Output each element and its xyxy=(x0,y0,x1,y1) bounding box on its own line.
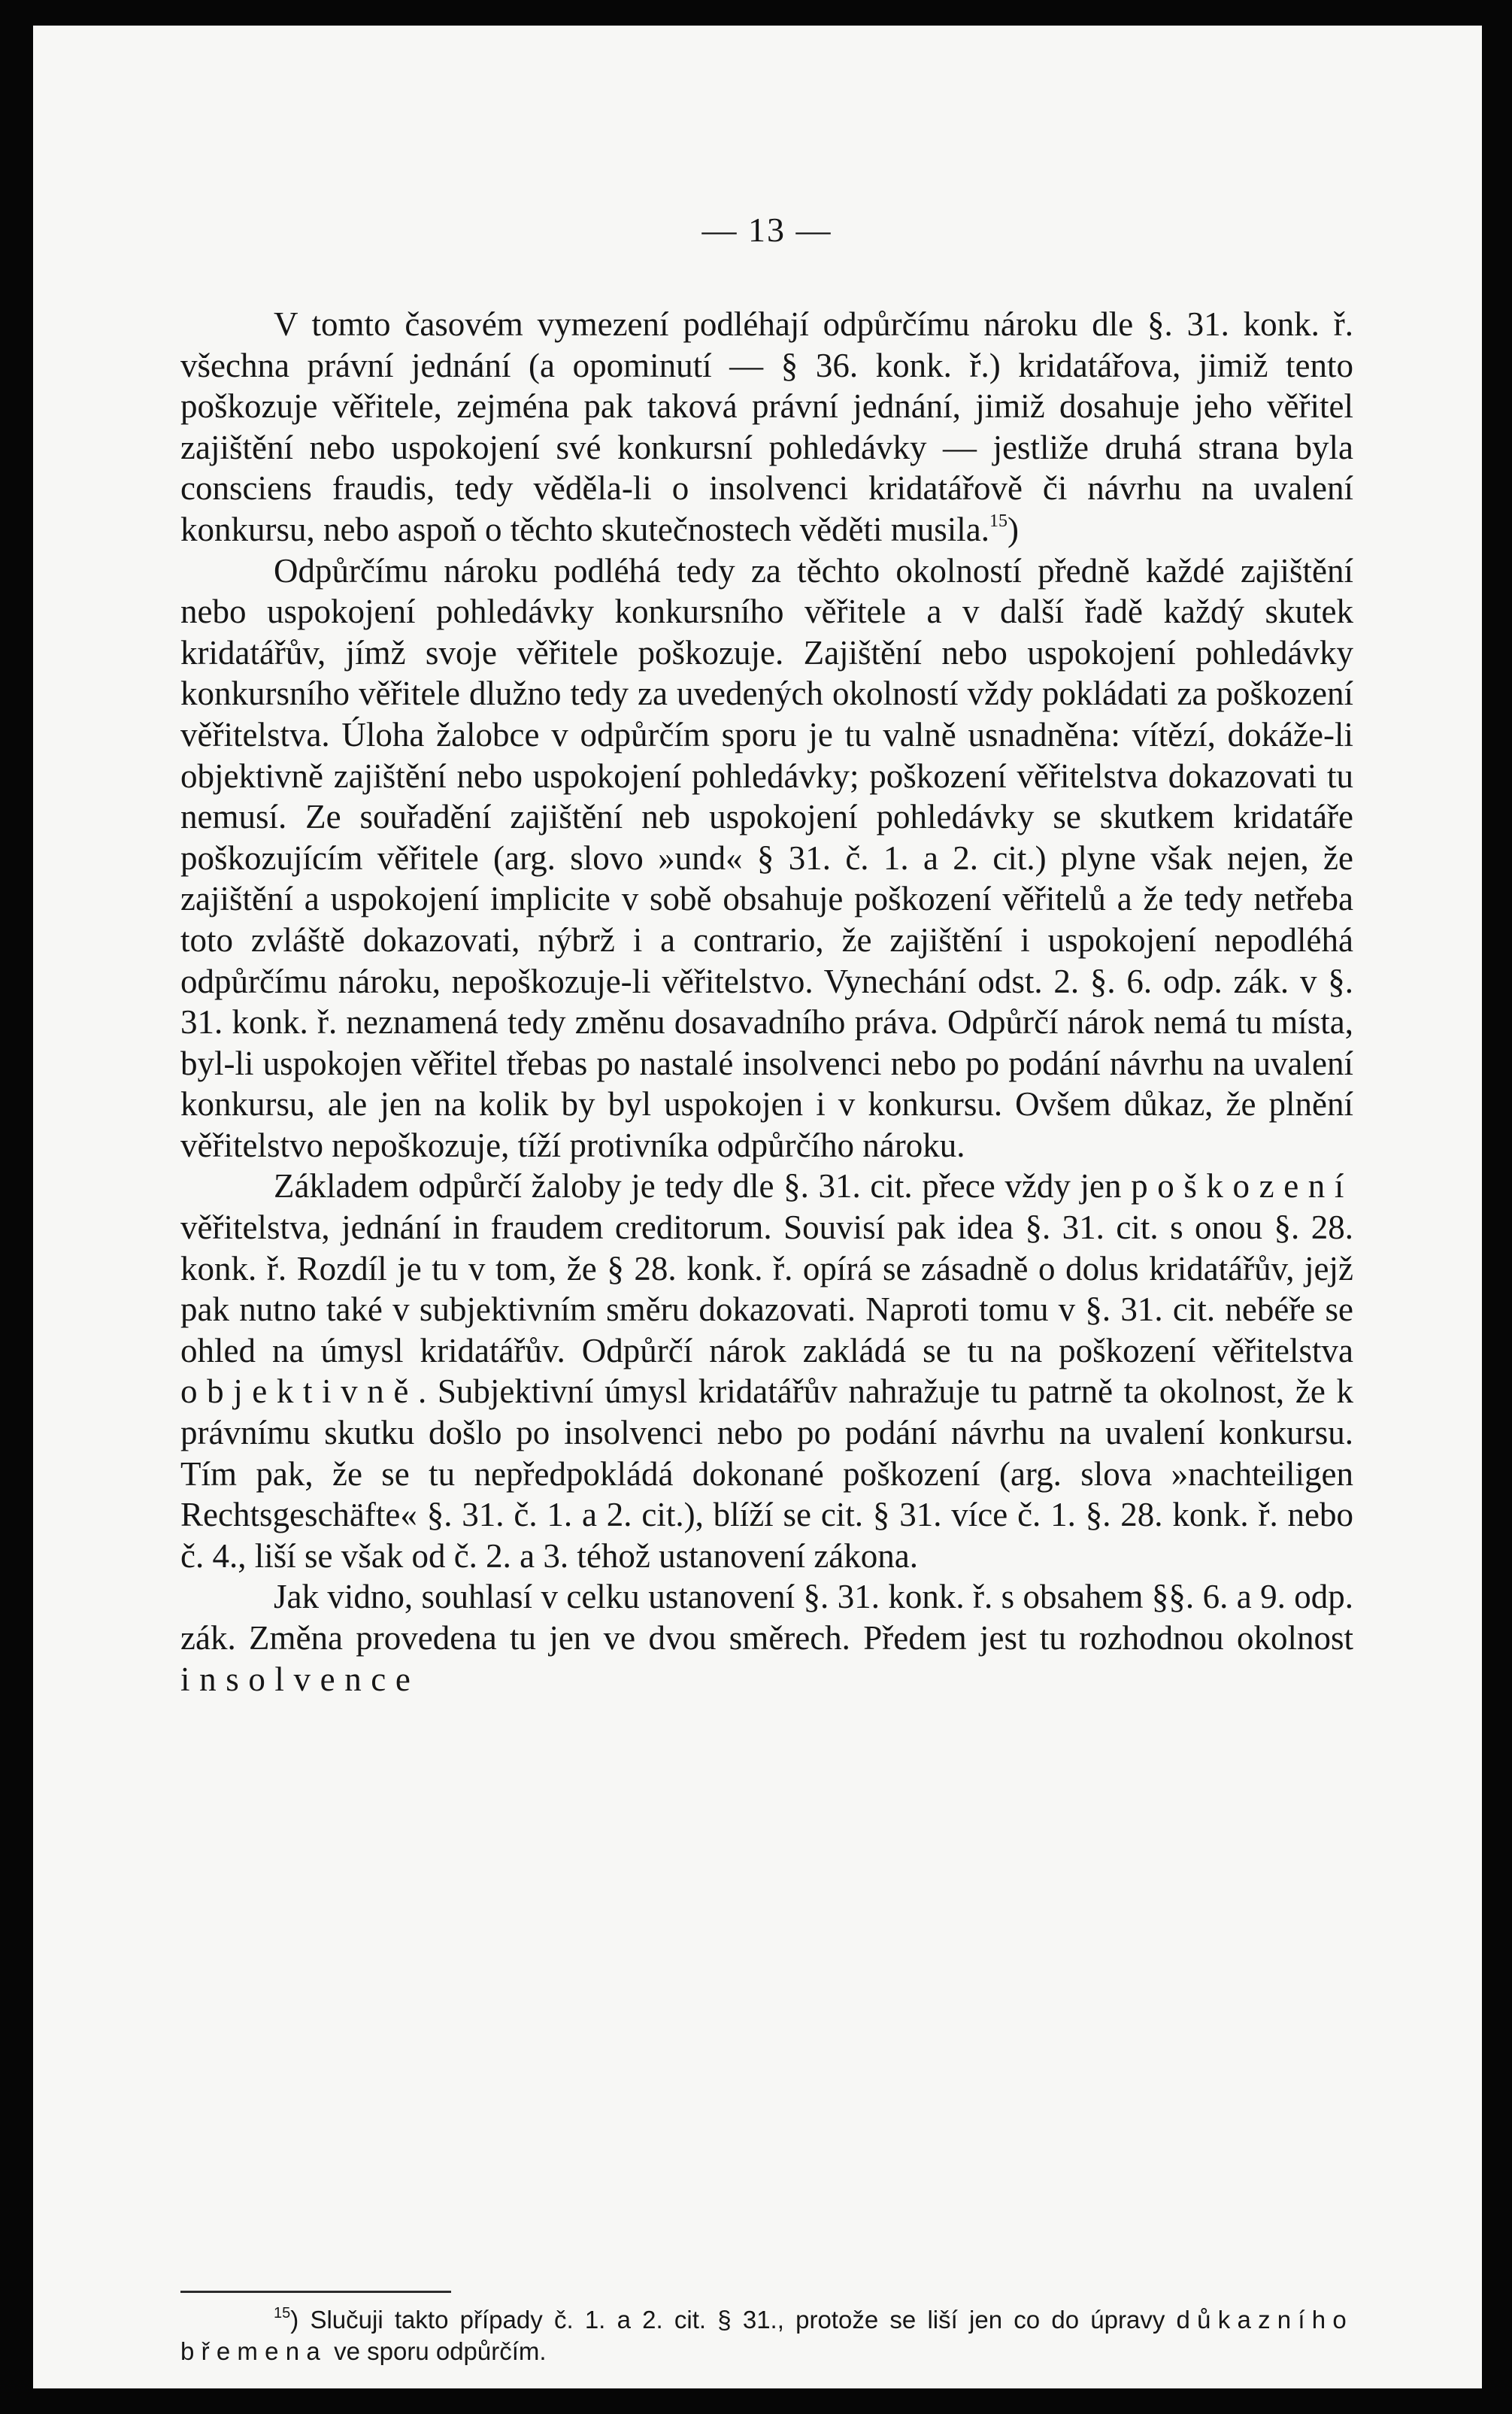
footnote-paragraph xyxy=(180,2304,1353,2367)
text-run: V tomto časovém vymezení podléhají odpůrčímu nároku dle §. 31. konk. ř. všechna právní jednání (a opominutí — § 36. konk. ř.) kridatářova, jimiž tento poškozuje věřitele, zejména pak taková právní jednání, jimiž dosahuje jeho věřitel zajištění nebo uspokojení své konkursní pohledávky — jestliže druhá strana byla consciens fraudis, tedy věděla-li o insolvenci kridatářově či návrhu na uvalení konkursu, nebo aspoň o těchto skutečnostech věděti musila. xyxy=(180,305,1353,548)
emphasized-spaced-text: objektivně xyxy=(180,1372,418,1411)
paragraph xyxy=(180,304,1353,550)
page-number: — 13 — xyxy=(701,211,832,249)
text-run: Odpůrčímu nároku podléhá tedy za těchto okolností předně každé zajištění nebo uspokojení pohledávky konkursního věřitele a v další řadě každý skutek kridatářův, jímž svoje věřitele poškozuje. Zajištění nebo uspokojení pohledávky konkursního věřitele dlužno tedy za uvedených okolností vždy pokládati za poškození věřitelstva. Úloha žalobce v odpůrčím sporu je tu valně usnadněna: vítězí, dokáže-li objektivně zajištění nebo uspokojení pohledávky; poškození věřitelstva dokazovati tu nemusí. Ze souřadění zajištění neb uspokojení pohledávky se skutkem kridatáře poškozujícím věřitele (arg. slovo »und« § 31. č. 1. a 2. cit.) plyne však nejen, že zajištění a uspokojení implicite v sobě obsahuje poškození věřitelů a že tedy netřeba toto zvláště dokazovati, nýbrž i a contrario, že zajištění i uspokojení nepodléhá odpůrčímu nároku, nepoškozuje-li věřitelstvo. Vynechání odst. 2. §. 6. odp. zák. v §. 31. konk. ř. neznamená tedy změnu dosavadního práva. Odpůrčí nárok nemá tu místa, byl-li uspokojen věřitel třebas po nastalé insolvenci nebo po podání návrhu na uvalení konkursu, ale jen na kolik by byl uspokojen i v konkursu. Ovšem důkaz, že plnění věřitelstvo nepoškozuje, tíží protivníka odpůrčího nároku. xyxy=(180,551,1353,1164)
emphasized-spaced-text: insolvence xyxy=(180,1660,420,1698)
paragraph xyxy=(180,550,1353,1166)
footnote xyxy=(180,2304,1353,2367)
paragraph xyxy=(180,1576,1353,1700)
footnote-text: ve sporu odpůrčím. xyxy=(326,2337,547,2365)
emphasized-spaced-text: poškození xyxy=(1131,1167,1353,1205)
footnote-reference: 15 xyxy=(989,511,1008,531)
body-text xyxy=(180,304,1353,1700)
footnote-marker: 15 xyxy=(274,2305,291,2322)
text-run: věřitelstva, jednání in fraudem creditorum. Souvisí pak idea §. 31. cit. s onou §. 28. konk. ř. Rozdíl je tu v tom, že § 28. konk. ř. opírá se zásadně o dolus kridatářův, jejž pak nutno také v subjektivním směru dokazovati. Naproti tomu v §. 31. cit. nebéře se ohled na úmysl kridatářův. Odpůrčí nárok zakládá se tu na poškození věřitelstva xyxy=(180,1209,1353,1369)
text-run: . Subjektivní úmysl kridatářův nahražuje tu patrně ta okolnost, že k právnímu skutku došlo po insolvenci nebo po podání návrhu na uvalení konkursu. Tím pak, že se tu nepředpokládá dokonané poškození (arg. slova »nachteiligen Rechtsgeschäfte« §. 31. č. 1. a 2. cit.), blíží se cit. § 31. více č. 1. §. 28. konk. ř. nebo č. 4., liší se však od č. 2. a 3. téhož ustanovení zákona. xyxy=(180,1372,1353,1575)
footnote-divider xyxy=(180,2291,451,2293)
footnote-text: ) Slučuji takto případy č. 1. a 2. cit. § 31., protože se liší jen co do úpravy xyxy=(290,2306,1177,2334)
text-run: Základem odpůrčí žaloby je tedy dle §. 31. cit. přece vždy jen xyxy=(274,1167,1132,1205)
text-run: ) xyxy=(1007,510,1020,548)
paragraph xyxy=(180,1166,1353,1576)
text-run: Jak vidno, souhlasí v celku ustanovení §. 31. konk. ř. s obsahem §§. 6. a 9. odp. zák. Změna provedena tu jen ve dvou směrech. Předem jest tu rozhodnou okolnost xyxy=(180,1578,1353,1657)
footnote-spaced-text: důkazního břemena xyxy=(180,2306,1353,2365)
book-page xyxy=(33,26,1482,2388)
